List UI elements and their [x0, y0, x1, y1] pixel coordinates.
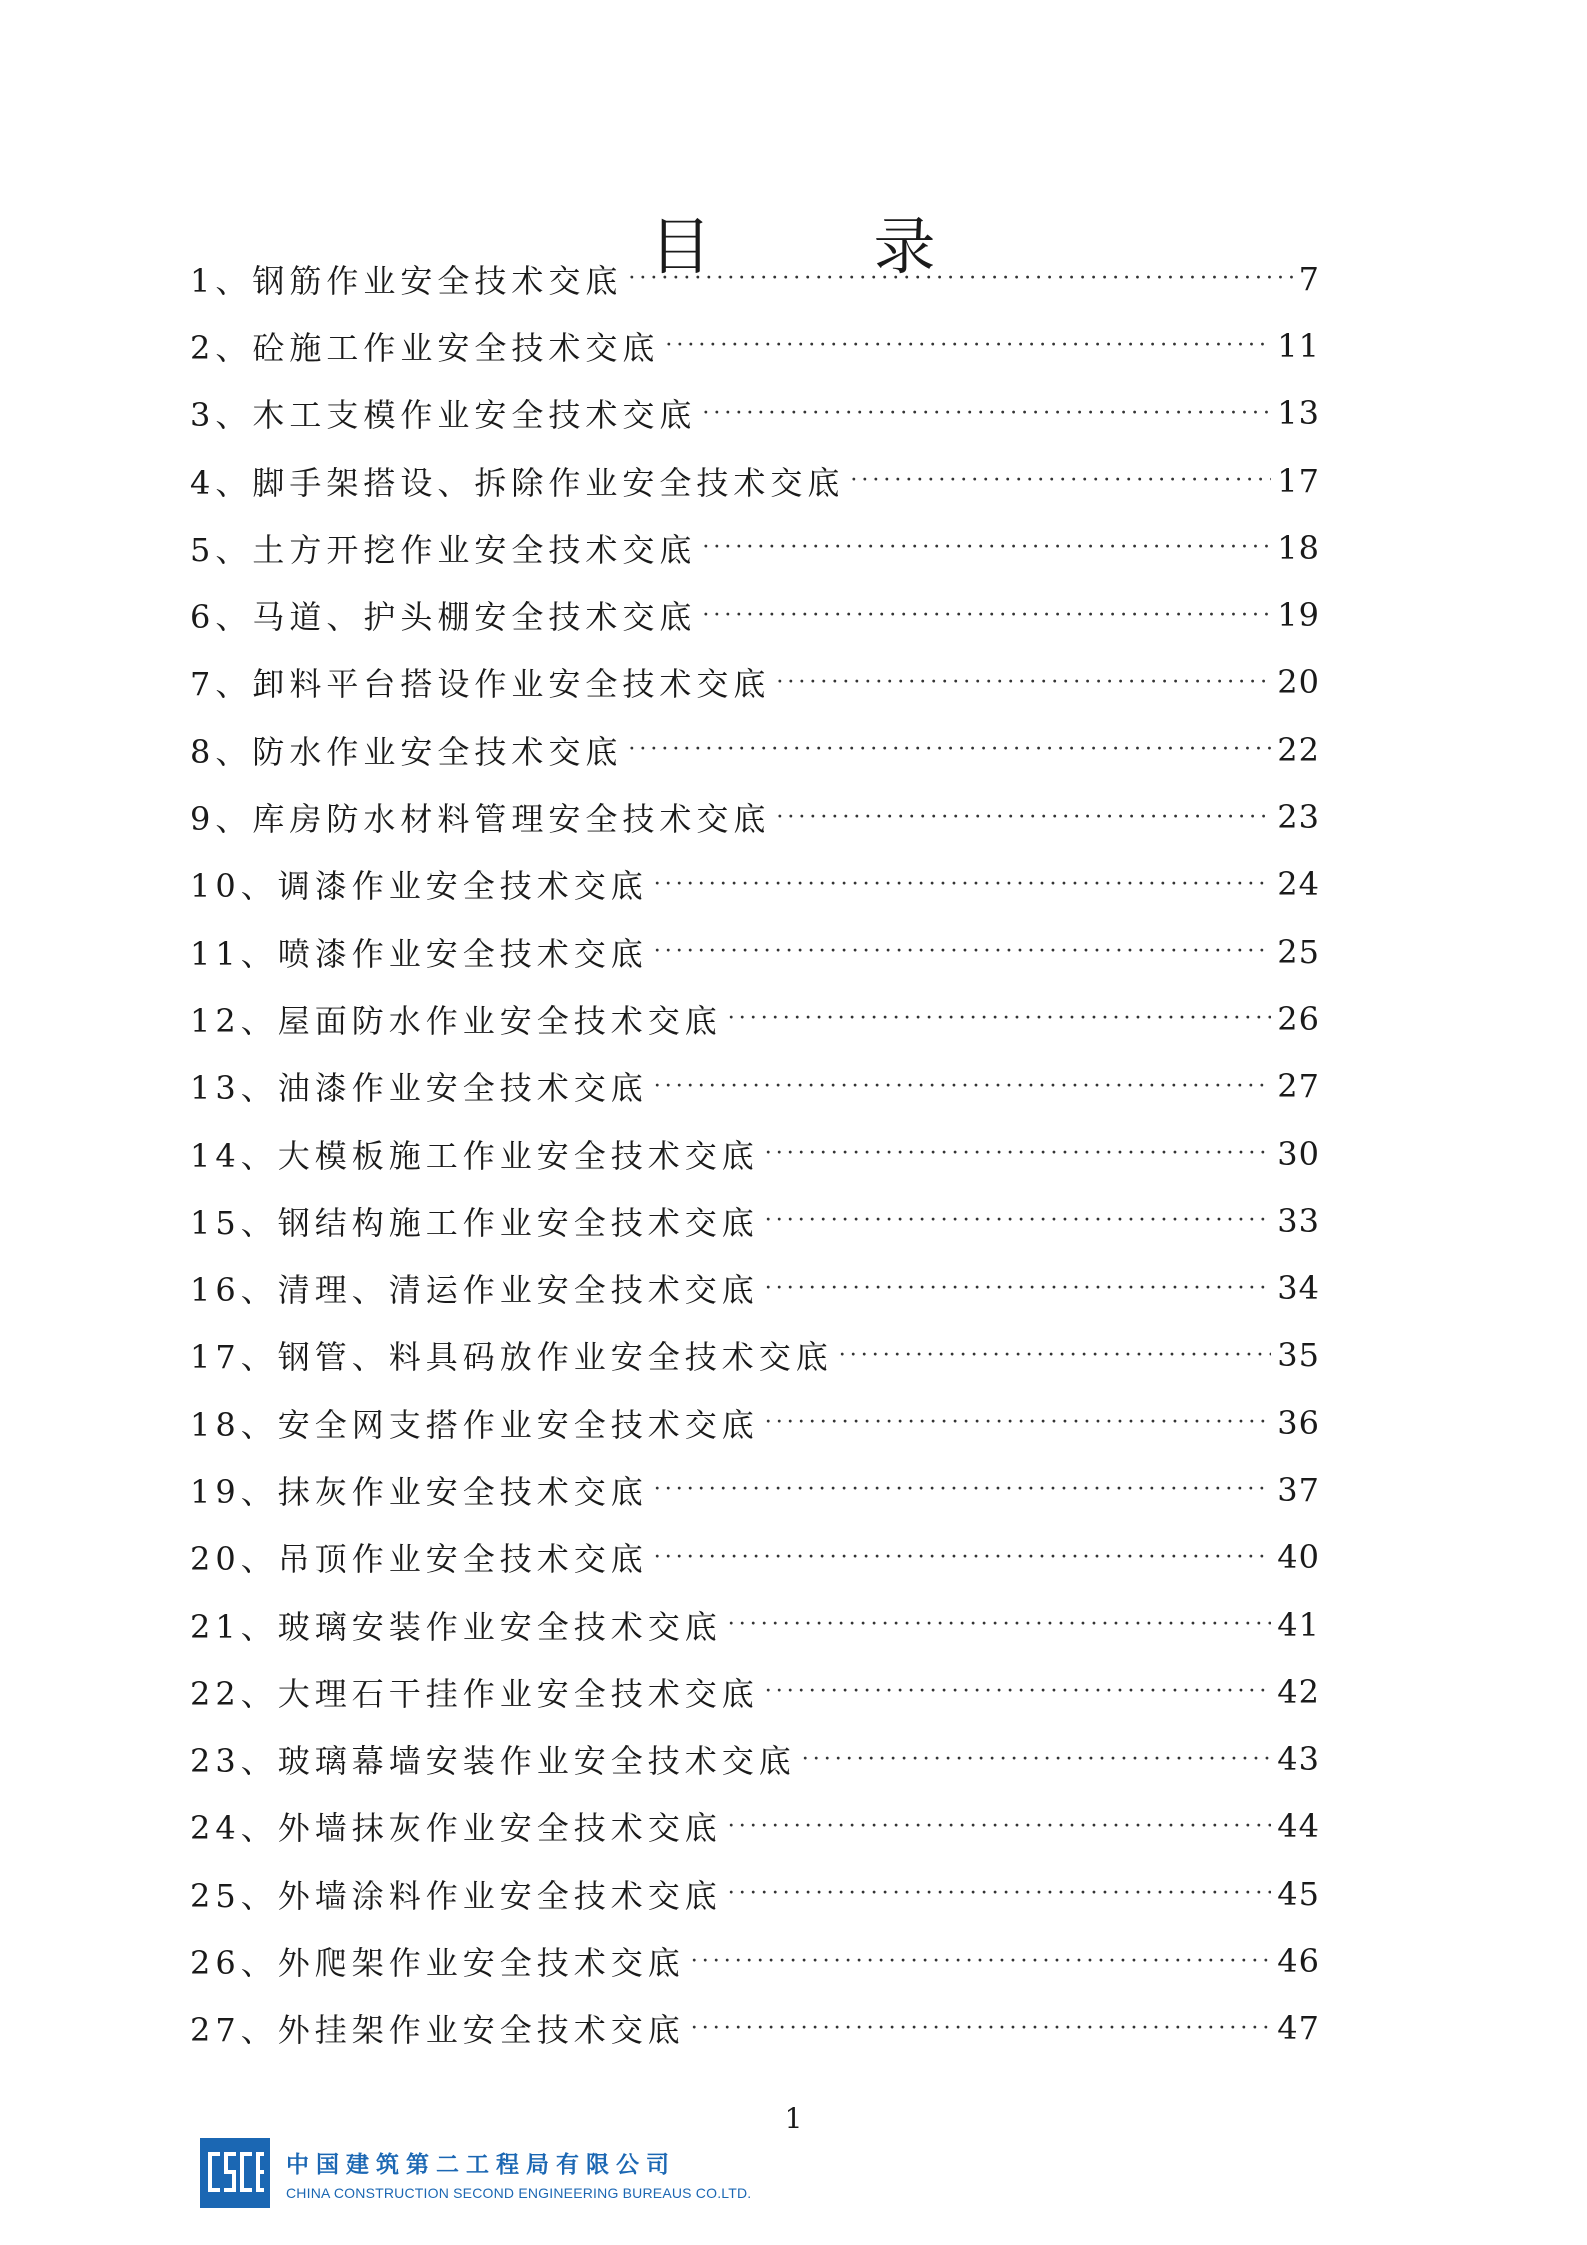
- dot-leader: [702, 603, 1271, 628]
- toc-entry-label: 22、大理石干挂作业安全技术交底: [190, 1674, 759, 1713]
- toc-entry-label: 1、钢筋作业安全技术交底: [190, 261, 623, 300]
- toc-entry[interactable]: [190, 581, 1320, 648]
- toc-entry-page: 20: [1277, 663, 1320, 702]
- dot-leader: [802, 1747, 1272, 1772]
- toc-entry-label: 25、外墙涂料作业安全技术交底: [190, 1876, 722, 1915]
- dot-leader: [728, 1006, 1272, 1031]
- toc-entry[interactable]: [190, 380, 1320, 447]
- dot-leader: [654, 872, 1272, 897]
- toc-entry[interactable]: [190, 1322, 1320, 1389]
- dot-leader: [839, 1343, 1272, 1368]
- toc-entry-label: 5、土方开挖作业安全技术交底: [190, 530, 697, 569]
- toc-entry[interactable]: [190, 1524, 1320, 1591]
- toc-entry[interactable]: [190, 783, 1320, 850]
- toc-entry[interactable]: [190, 447, 1320, 514]
- dot-leader: [765, 1141, 1272, 1166]
- dot-leader: [654, 939, 1272, 964]
- toc-entry[interactable]: [190, 1995, 1320, 2062]
- dot-leader: [691, 2016, 1272, 2041]
- toc-entry[interactable]: [190, 1591, 1320, 1658]
- toc-entry-page: 17: [1277, 461, 1320, 500]
- toc-entry-page: 42: [1277, 1672, 1320, 1711]
- toc-entry-label: 16、清理、清运作业安全技术交底: [190, 1271, 759, 1310]
- toc-entry-page: 19: [1277, 596, 1320, 635]
- dot-leader: [728, 1612, 1272, 1637]
- toc-entry-label: 18、安全网支搭作业安全技术交底: [190, 1405, 759, 1444]
- toc-entry[interactable]: [190, 918, 1320, 985]
- toc-entry-page: 43: [1277, 1740, 1320, 1779]
- toc-entry-page: 23: [1277, 798, 1320, 837]
- dot-leader: [628, 266, 1292, 291]
- dot-leader: [665, 333, 1271, 358]
- toc-entry[interactable]: [190, 1456, 1320, 1523]
- toc-entry-label: 11、喷漆作业安全技术交底: [190, 934, 648, 973]
- dot-leader: [776, 670, 1271, 695]
- toc-entry-page: 34: [1277, 1269, 1320, 1308]
- toc-entry-page: 11: [1277, 326, 1320, 365]
- toc-entry-page: 30: [1277, 1134, 1320, 1173]
- dot-leader: [702, 401, 1271, 426]
- toc-entry-label: 3、木工支模作业安全技术交底: [190, 396, 697, 435]
- toc-entry[interactable]: [190, 1389, 1320, 1456]
- dot-leader: [654, 1074, 1272, 1099]
- dot-leader: [728, 1814, 1272, 1839]
- toc-entry[interactable]: [190, 649, 1320, 716]
- toc-entry[interactable]: [190, 312, 1320, 379]
- dot-leader: [765, 1410, 1272, 1435]
- toc-entry-page: 18: [1277, 528, 1320, 567]
- toc-entry-label: 7、卸料平台搭设作业安全技术交底: [190, 665, 771, 704]
- dot-leader: [702, 535, 1271, 560]
- toc-entry[interactable]: [190, 1053, 1320, 1120]
- toc-entry-label: 14、大模板施工作业安全技术交底: [190, 1136, 759, 1175]
- toc-entry-label: 12、屋面防水作业安全技术交底: [190, 1001, 722, 1040]
- dot-leader: [628, 737, 1271, 762]
- toc-entry[interactable]: [190, 716, 1320, 783]
- toc-entry-page: 13: [1277, 394, 1320, 433]
- footer: [200, 2133, 751, 2213]
- toc-entry[interactable]: [190, 514, 1320, 581]
- dot-leader: [765, 1276, 1272, 1301]
- dot-leader: [728, 1881, 1272, 1906]
- toc-entry-page: 46: [1277, 1942, 1320, 1981]
- toc-entry-label: 10、调漆作业安全技术交底: [190, 867, 648, 906]
- dot-leader: [691, 1949, 1272, 1974]
- dot-leader: [850, 468, 1271, 493]
- toc-entry-page: 37: [1277, 1470, 1320, 1509]
- table-of-contents: [190, 245, 1320, 2062]
- page-number: 1: [784, 2102, 803, 2135]
- toc-entry[interactable]: [190, 1120, 1320, 1187]
- title-char-1: 目: [649, 209, 714, 283]
- toc-entry-page: 7: [1298, 259, 1320, 298]
- toc-entry-page: 36: [1277, 1403, 1320, 1442]
- title-char-2: 录: [873, 209, 938, 283]
- dot-leader: [654, 1477, 1272, 1502]
- dot-leader: [654, 1545, 1272, 1570]
- toc-entry-page: 41: [1277, 1605, 1320, 1644]
- company-name-en: CHINA CONSTRUCTION SECOND ENGINEERING BUREAUS CO.LTD.: [286, 2184, 752, 2201]
- toc-entry-label: 27、外挂架作业安全技术交底: [190, 2011, 685, 2050]
- toc-entry-label: 6、马道、护头棚安全技术交底: [190, 598, 697, 637]
- cscec-logo-icon: [200, 2138, 270, 2208]
- toc-entry[interactable]: [190, 1254, 1320, 1321]
- toc-entry[interactable]: [190, 1187, 1320, 1254]
- toc-entry-page: 24: [1277, 865, 1320, 904]
- dot-leader: [765, 1208, 1272, 1233]
- toc-entry[interactable]: [190, 1927, 1320, 1994]
- toc-entry-label: 2、砼施工作业安全技术交底: [190, 328, 660, 367]
- toc-entry-label: 9、库房防水材料管理安全技术交底: [190, 800, 771, 839]
- toc-entry-label: 15、钢结构施工作业安全技术交底: [190, 1203, 759, 1242]
- toc-entry[interactable]: [190, 851, 1320, 918]
- toc-entry-label: 20、吊顶作业安全技术交底: [190, 1540, 648, 1579]
- toc-entry[interactable]: [190, 1658, 1320, 1725]
- toc-entry[interactable]: [190, 1860, 1320, 1927]
- dot-leader: [765, 1679, 1272, 1704]
- toc-entry-page: 45: [1277, 1874, 1320, 1913]
- toc-entry[interactable]: [190, 1793, 1320, 1860]
- toc-entry-label: 26、外爬架作业安全技术交底: [190, 1944, 685, 1983]
- toc-entry-label: 4、脚手架搭设、拆除作业安全技术交底: [190, 463, 845, 502]
- toc-entry-label: 21、玻璃安装作业安全技术交底: [190, 1607, 722, 1646]
- toc-entry-page: 26: [1277, 999, 1320, 1038]
- toc-entry-page: 35: [1277, 1336, 1320, 1375]
- toc-entry-page: 27: [1277, 1067, 1320, 1106]
- toc-entry-page: 44: [1277, 1807, 1320, 1846]
- toc-entry-page: 40: [1277, 1538, 1320, 1577]
- company-name-cn: 中国建筑第二工程局有限公司: [286, 2151, 676, 2178]
- toc-entry-page: 47: [1277, 2009, 1320, 2048]
- toc-entry-label: 19、抹灰作业安全技术交底: [190, 1472, 648, 1511]
- toc-entry-label: 8、防水作业安全技术交底: [190, 732, 623, 771]
- company-name: [286, 2146, 751, 2201]
- toc-entry-label: 17、钢管、料具码放作业安全技术交底: [190, 1338, 833, 1377]
- toc-entry[interactable]: [190, 245, 1320, 312]
- toc-entry-label: 24、外墙抹灰作业安全技术交底: [190, 1809, 722, 1848]
- toc-entry[interactable]: [190, 1726, 1320, 1793]
- toc-entry-page: 25: [1277, 932, 1320, 971]
- toc-entry-label: 23、玻璃幕墙安装作业安全技术交底: [190, 1742, 796, 1781]
- dot-leader: [776, 805, 1271, 830]
- toc-entry[interactable]: [190, 985, 1320, 1052]
- toc-entry-label: 13、油漆作业安全技术交底: [190, 1069, 648, 1108]
- toc-entry-page: 22: [1277, 730, 1320, 769]
- toc-entry-page: 33: [1277, 1201, 1320, 1240]
